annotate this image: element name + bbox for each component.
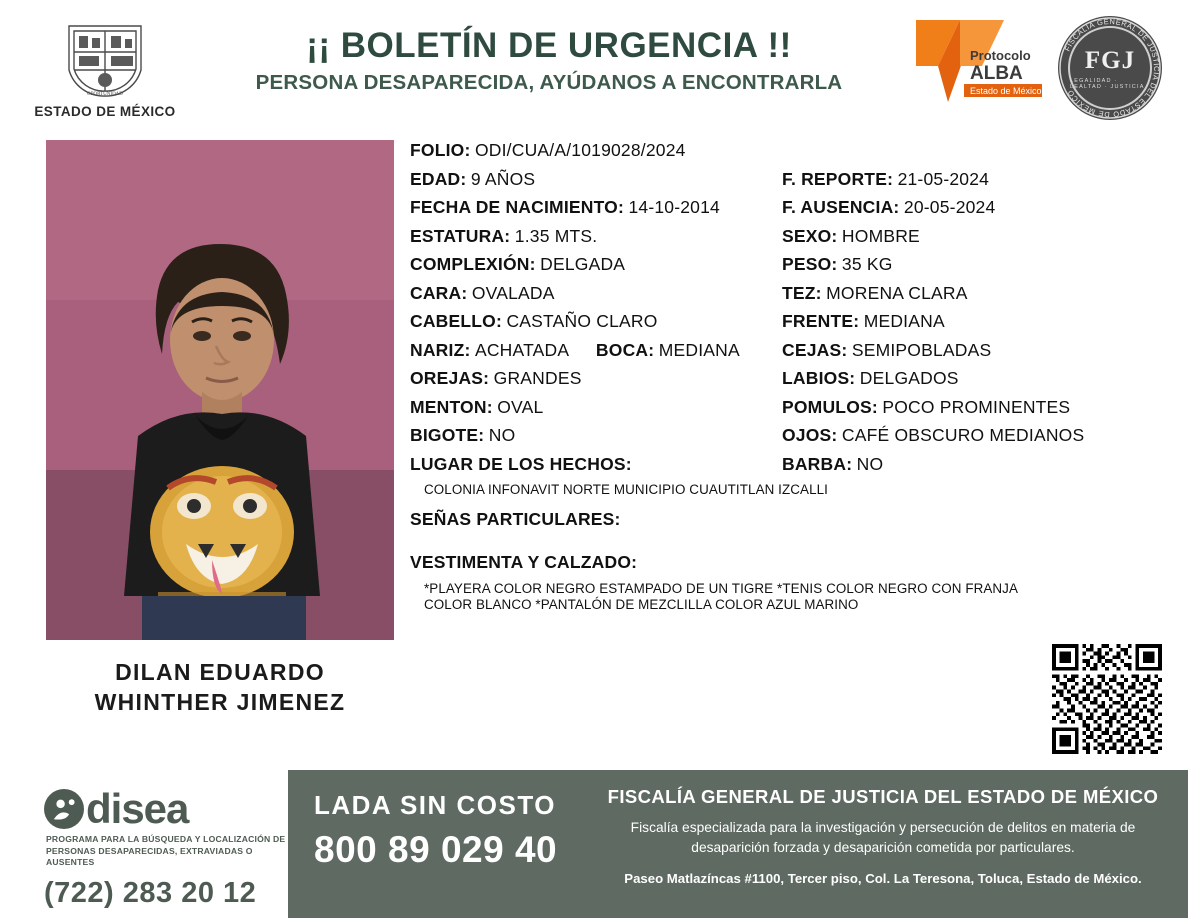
svg-text:Estado de México: Estado de México bbox=[970, 86, 1042, 96]
fgj-motto: LEGALIDAD · LEALTAD · JUSTICIA bbox=[1070, 77, 1145, 90]
lugar-hechos-label: LUGAR DE LOS HECHOS: bbox=[410, 453, 632, 474]
fiscalia-description: Fiscalía especializada para la investigación y persecución de delitos en materia de desaparición forzada y desaparición cometida por particulares. bbox=[630, 820, 1136, 855]
nariz-value: ACHATADA bbox=[474, 339, 570, 360]
pomulos-value: POCO PROMINENTES bbox=[882, 396, 1071, 417]
sexo-value: HOMBRE bbox=[841, 225, 920, 246]
missing-person-photo bbox=[46, 140, 394, 640]
seal-caption: ESTADO DE MÉXICO bbox=[34, 104, 176, 119]
pomulos-label: POMULOS: bbox=[782, 396, 878, 417]
bulletin-title-block bbox=[210, 10, 888, 95]
fecha-ausencia-value: 20-05-2024 bbox=[903, 197, 996, 217]
estado-de-mexico-seal-icon bbox=[61, 16, 149, 98]
sexo-label: SEXO: bbox=[782, 225, 838, 246]
cabello-label: CABELLO: bbox=[410, 311, 503, 331]
fiscalia-address: Paseo Matlazíncas #1100, Tercer piso, Col. La Teresona, Toluca, Estado de México. bbox=[624, 871, 1142, 886]
field-row-edad bbox=[410, 169, 1164, 190]
complexion-value: DELGADA bbox=[540, 254, 626, 274]
labios-label: LABIOS: bbox=[782, 368, 856, 388]
page-title: ¡¡ BOLETÍN DE URGENCIA !! bbox=[306, 26, 792, 65]
menton-label: MENTON: bbox=[410, 396, 493, 417]
cejas-value: SEMIPOBLADAS bbox=[851, 339, 992, 360]
vestimenta-label: VESTIMENTA Y CALZADO: bbox=[410, 552, 638, 572]
edad-label: EDAD: bbox=[410, 168, 467, 189]
fecha-nacimiento-label: FECHA DE NACIMIENTO: bbox=[410, 197, 624, 217]
field-row-folio bbox=[410, 140, 1164, 161]
cejas-label: CEJAS: bbox=[782, 339, 848, 360]
svg-text:OPORTUNIDAD: OPORTUNIDAD bbox=[87, 92, 123, 97]
field-row-estatura bbox=[410, 226, 1164, 247]
disea-person-icon bbox=[44, 789, 84, 829]
svg-text:FISCALÍA GENERAL DE JUSTICIA D: FISCALÍA GENERAL DE JUSTICIA DEL ESTADO DE MÉXICO bbox=[1062, 16, 1162, 120]
fgj-logo-icon bbox=[1058, 16, 1162, 120]
cabello-value: CASTAÑO CLARO bbox=[506, 311, 658, 331]
senas-particulares-label: SEÑAS PARTICULARES: bbox=[410, 509, 621, 529]
frente-value: MEDIANA bbox=[863, 311, 945, 331]
field-row-nacimiento bbox=[410, 197, 1164, 218]
page-footer bbox=[0, 770, 1188, 918]
lugar-hechos-value: COLONIA INFONAVIT NORTE MUNICIPIO CUAUTITLAN IZCALLI bbox=[424, 482, 829, 497]
disea-block bbox=[0, 770, 288, 918]
photo-column bbox=[0, 128, 410, 758]
folio-label: FOLIO: bbox=[410, 140, 471, 160]
svg-text:ALBA: ALBA bbox=[970, 63, 1023, 84]
ojos-value: CAFÉ OBSCURO MEDIANOS bbox=[841, 425, 1085, 445]
peso-label: PESO: bbox=[782, 254, 838, 274]
field-row-lugar bbox=[410, 454, 1164, 475]
peso-value: 35 KG bbox=[841, 254, 893, 274]
field-row-menton bbox=[410, 397, 1164, 418]
vestimenta-line-2: COLOR BLANCO *PANTALÓN DE MEZCLILLA COLOR AZUL MARINO bbox=[424, 596, 859, 612]
frente-label: FRENTE: bbox=[782, 311, 860, 331]
complexion-label: COMPLEXIÓN: bbox=[410, 254, 536, 274]
field-row-senas bbox=[410, 509, 1164, 530]
menton-value: OVAL bbox=[497, 396, 544, 417]
fiscalia-block bbox=[588, 770, 1188, 918]
field-row-nariz-boca bbox=[410, 340, 1164, 361]
boca-label: BOCA: bbox=[595, 339, 655, 360]
field-row-orejas bbox=[410, 368, 1164, 389]
footer-contact-bar bbox=[288, 770, 1188, 918]
barba-value: NO bbox=[856, 453, 884, 474]
field-row-vestimenta bbox=[410, 552, 1164, 573]
person-name: DILAN EDUARDO WHINTHER JIMENEZ bbox=[94, 659, 346, 715]
fecha-reporte-value: 21-05-2024 bbox=[897, 168, 990, 189]
disea-subtitle: PROGRAMA PARA LA BÚSQUEDA Y LOCALIZACIÓN DE PERSONAS DESAPARECIDAS, EXTRAVIADAS O AUSENTES bbox=[46, 834, 286, 868]
fgj-monogram-text: FGJ bbox=[1084, 46, 1136, 74]
orejas-label: OREJAS: bbox=[410, 368, 490, 388]
page-subtitle: PERSONA DESAPARECIDA, AYÚDANOS A ENCONTRARLA bbox=[255, 70, 843, 94]
field-row-cara bbox=[410, 283, 1164, 304]
qr-code bbox=[1052, 644, 1162, 754]
tez-value: MORENA CLARA bbox=[826, 282, 968, 303]
state-seal-block bbox=[0, 10, 210, 119]
header-logos bbox=[888, 10, 1188, 120]
cara-label: CARA: bbox=[410, 282, 468, 303]
field-row-complexion bbox=[410, 254, 1164, 275]
nariz-label: NARIZ: bbox=[410, 339, 471, 360]
barba-label: BARBA: bbox=[782, 453, 853, 474]
vestimenta-line-1: *PLAYERA COLOR NEGRO ESTAMPADO DE UN TIGRE *TENIS COLOR NEGRO CON FRANJA bbox=[424, 580, 1019, 596]
protocolo-alba-logo-icon bbox=[908, 16, 1044, 112]
disea-wordmark: disea bbox=[86, 785, 189, 832]
lada-title: LADA SIN COSTO bbox=[314, 790, 557, 820]
fecha-nacimiento-value: 14-10-2014 bbox=[628, 197, 720, 217]
orejas-value: GRANDES bbox=[493, 368, 582, 388]
cara-value: OVALADA bbox=[471, 282, 555, 303]
ojos-label: OJOS: bbox=[782, 425, 838, 445]
disea-phone: (722) 283 20 12 bbox=[44, 876, 257, 909]
edad-value: 9 AÑOS bbox=[470, 168, 536, 189]
bigote-label: BIGOTE: bbox=[410, 425, 485, 445]
person-details bbox=[410, 128, 1188, 758]
lada-block bbox=[288, 770, 588, 918]
fecha-reporte-label: F. REPORTE: bbox=[782, 168, 894, 189]
labios-value: DELGADOS bbox=[859, 368, 959, 388]
tez-label: TEZ: bbox=[782, 282, 822, 303]
fiscalia-title: FISCALÍA GENERAL DE JUSTICIA DEL ESTADO DE MÉXICO bbox=[607, 786, 1159, 807]
fecha-ausencia-label: F. AUSENCIA: bbox=[782, 197, 900, 217]
bulletin-body bbox=[0, 128, 1188, 758]
estatura-value: 1.35 MTS. bbox=[514, 225, 598, 246]
page-header bbox=[0, 0, 1188, 128]
boca-value: MEDIANA bbox=[658, 339, 740, 360]
svg-text:Protocolo: Protocolo bbox=[970, 48, 1031, 63]
estatura-label: ESTATURA: bbox=[410, 225, 511, 246]
bigote-value: NO bbox=[488, 425, 516, 445]
lada-number: 800 89 029 40 bbox=[314, 829, 558, 870]
field-row-cabello bbox=[410, 311, 1164, 332]
folio-value: ODI/CUA/A/1019028/2024 bbox=[474, 140, 686, 160]
disea-logo bbox=[44, 785, 288, 832]
field-row-bigote bbox=[410, 425, 1164, 446]
